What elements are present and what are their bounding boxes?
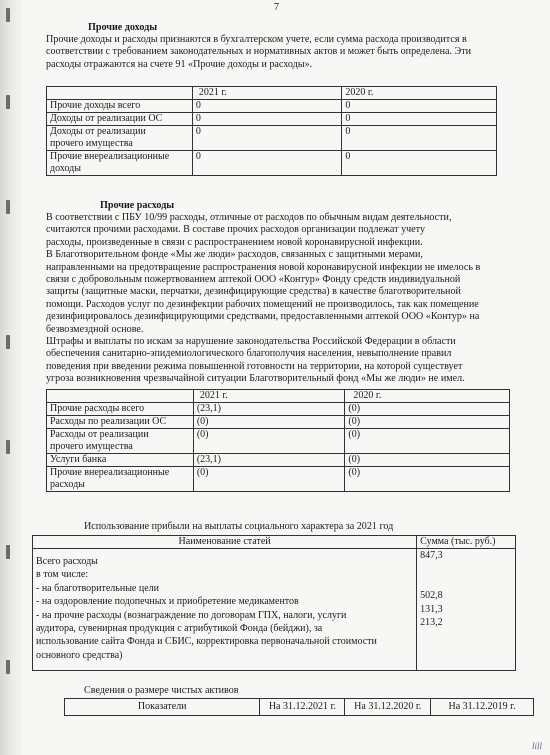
row-label: Доходы от реализации прочего имущества <box>47 126 193 151</box>
text-line: считаются прочими расходами. В составе прочих расходов организации подлежат учету <box>46 224 425 236</box>
expense-line: Всего расходы <box>36 556 98 567</box>
value-2021: 0 <box>192 113 342 126</box>
expense-items <box>33 549 417 671</box>
table-header-cell <box>47 87 193 100</box>
text-line: Штрафы и выплаты по искам за нарушение законодательства Российской Федерации в области <box>46 336 456 348</box>
expense-line: использование сайта Фонда и СБИС, корректировка первоначальной стоимости <box>36 636 377 648</box>
value-2020: (0) <box>345 403 510 416</box>
expense-value: 213,2 <box>420 617 443 628</box>
binding-hole <box>6 545 10 559</box>
text-line: расходы, произведенные в связи с распространением новой коронавирусной инфекции. <box>46 236 423 248</box>
social-payments-caption: Использование прибыли на выплаты социального характера за 2021 год <box>84 521 394 532</box>
table-header-row <box>65 699 534 716</box>
table-row <box>47 429 510 454</box>
expense-line: в том числе: <box>36 569 89 581</box>
text-line: связи с добровольным пожертвованием аптекой ООО «Контур» Фонду средств индивидуальной <box>46 274 461 286</box>
text-line: В Благотворительном фонде «Мы же люди» расходов, связанных с защитными мерами, <box>46 249 423 261</box>
binding-hole <box>6 660 10 674</box>
other-income-intro <box>46 34 524 71</box>
net-assets-table <box>64 698 534 716</box>
other-income-table <box>46 86 497 176</box>
table-header-cell: Показатели <box>65 699 260 716</box>
value-2021: (0) <box>193 416 345 429</box>
value-2020: 0 <box>342 100 497 113</box>
expense-value: 847,3 <box>420 550 443 561</box>
text-line: обеспечения санитарно-эпидемиологического благополучия населения, невыполнение правил <box>46 348 452 360</box>
table-header-row <box>47 87 497 100</box>
binding-hole <box>6 8 10 22</box>
text-line: дезинфицировалось дезинфицирующими средствами, предоставленными аптекой ООО «Контур» на <box>46 311 480 323</box>
row-label: Прочие внереализационные доходы <box>47 151 193 176</box>
binding-hole <box>6 95 10 109</box>
table-header-cell: 2021 г. <box>193 390 345 403</box>
table-header-cell: 2020 г. <box>342 87 497 100</box>
value-2020: 0 <box>342 113 497 126</box>
row-label: Прочие расходы всего <box>47 403 194 416</box>
table-header-row <box>47 390 510 403</box>
text-line: направленными на предотвращение распространения новой коронавирусной инфекции не имелось в <box>46 261 481 273</box>
table-row <box>47 454 510 467</box>
value-2020: (0) <box>345 454 510 467</box>
net-assets-caption: Сведения о размере чистых активов <box>84 685 239 696</box>
expense-line: - на прочие расходы (вознаграждение по договорам ГПХ, налоги, услуги <box>36 609 347 621</box>
expense-line: - на благотворительные цели <box>36 582 159 594</box>
social-payments-table <box>32 535 516 671</box>
binding-hole <box>6 440 10 454</box>
text-line: помощи. Расходов услуг по дезинфекции рабочих помещений не производилось, так как помещение <box>46 298 479 310</box>
value-2020: (0) <box>345 416 510 429</box>
page-binding-edge <box>0 0 22 755</box>
value-2021: 0 <box>192 126 342 151</box>
expense-line: основного средства) <box>36 649 123 661</box>
expense-value: 131,3 <box>420 603 443 615</box>
text-line: Прочие доходы и расходы признаются в бухгалтерском учете, если сумма расхода производится в <box>46 34 467 45</box>
row-label: Доходы от реализации ОС <box>47 113 193 126</box>
value-2020: (0) <box>345 467 510 492</box>
table-row <box>33 549 516 671</box>
document-page <box>22 0 550 755</box>
row-label: Расходы от реализации прочего имущества <box>47 429 194 454</box>
expense-line: аудитора, сувенирная продукция с атрибутикой Фонда (бейджи), за <box>36 623 323 635</box>
table-row <box>47 467 510 492</box>
binding-hole <box>6 200 10 214</box>
section-heading-other-income: Прочие доходы <box>88 22 158 33</box>
section-heading-other-expenses: Прочие расходы <box>100 200 175 211</box>
table-header-cell: 2021 г. <box>192 87 342 100</box>
expense-line: - на оздоровление подопечных и приобретение медикаментов <box>36 596 299 608</box>
value-2021: 0 <box>192 100 342 113</box>
row-label: Расходы по реализации ОС <box>47 416 194 429</box>
other-expenses-table <box>46 389 510 492</box>
row-label: Услуги банка <box>47 454 194 467</box>
table-row <box>47 113 497 126</box>
table-header-cell <box>47 390 194 403</box>
other-expenses-text <box>46 212 524 386</box>
table-row <box>47 416 510 429</box>
table-header-row <box>33 536 516 549</box>
table-header-cell: На 31.12.2020 г. <box>345 699 431 716</box>
value-2021: (23,1) <box>193 454 345 467</box>
table-header-cell: Сумма (тыс. руб.) <box>417 536 516 549</box>
table-header-cell: 2020 г. <box>345 390 510 403</box>
text-line: соответствии с требованием законодательных и нормативных актов и может быть определена. Эти <box>46 46 472 58</box>
table-header-cell: На 31.12.2021 г. <box>260 699 345 716</box>
value-2020: 0 <box>342 126 497 151</box>
text-line: поведения при введении режима повышенной готовности на территории, на которой существует <box>46 360 463 372</box>
expense-values <box>417 549 516 671</box>
text-line: В соответствии с ПБУ 10/99 расходы, отличные от расходов по обычным видам деятельности, <box>46 212 452 223</box>
table-row <box>47 100 497 113</box>
page-number: 7 <box>274 2 280 13</box>
expense-value: 502,8 <box>420 590 443 602</box>
text-line: безвозмездной основе. <box>46 323 144 335</box>
text-line: угроза возникновения чрезвычайной ситуации Благотворительный фонд «Мы же люди» не имел. <box>46 373 465 385</box>
table-row <box>47 126 497 151</box>
text-line: защиты (защитные маски, перчатки, дезинфицирующие средства) в качестве благотворительной <box>46 286 461 298</box>
value-2021: (0) <box>193 429 345 454</box>
value-2021: 0 <box>192 151 342 176</box>
table-header-cell: На 31.12.2019 г. <box>431 699 534 716</box>
binding-hole <box>6 335 10 349</box>
text-line: расходы отражаются на счете 91 «Прочие доходы и расходы». <box>46 58 313 70</box>
value-2020: 0 <box>342 151 497 176</box>
handwritten-corner-mark: lill <box>531 741 542 751</box>
row-label: Прочие доходы всего <box>47 100 193 113</box>
table-row <box>47 403 510 416</box>
value-2021: (23,1) <box>193 403 345 416</box>
table-header-cell: Наименование статей <box>33 536 417 549</box>
row-label: Прочие внереализационные расходы <box>47 467 194 492</box>
expense-value <box>420 562 512 575</box>
table-row <box>47 151 497 176</box>
value-2021: (0) <box>193 467 345 492</box>
value-2020: (0) <box>345 429 510 454</box>
